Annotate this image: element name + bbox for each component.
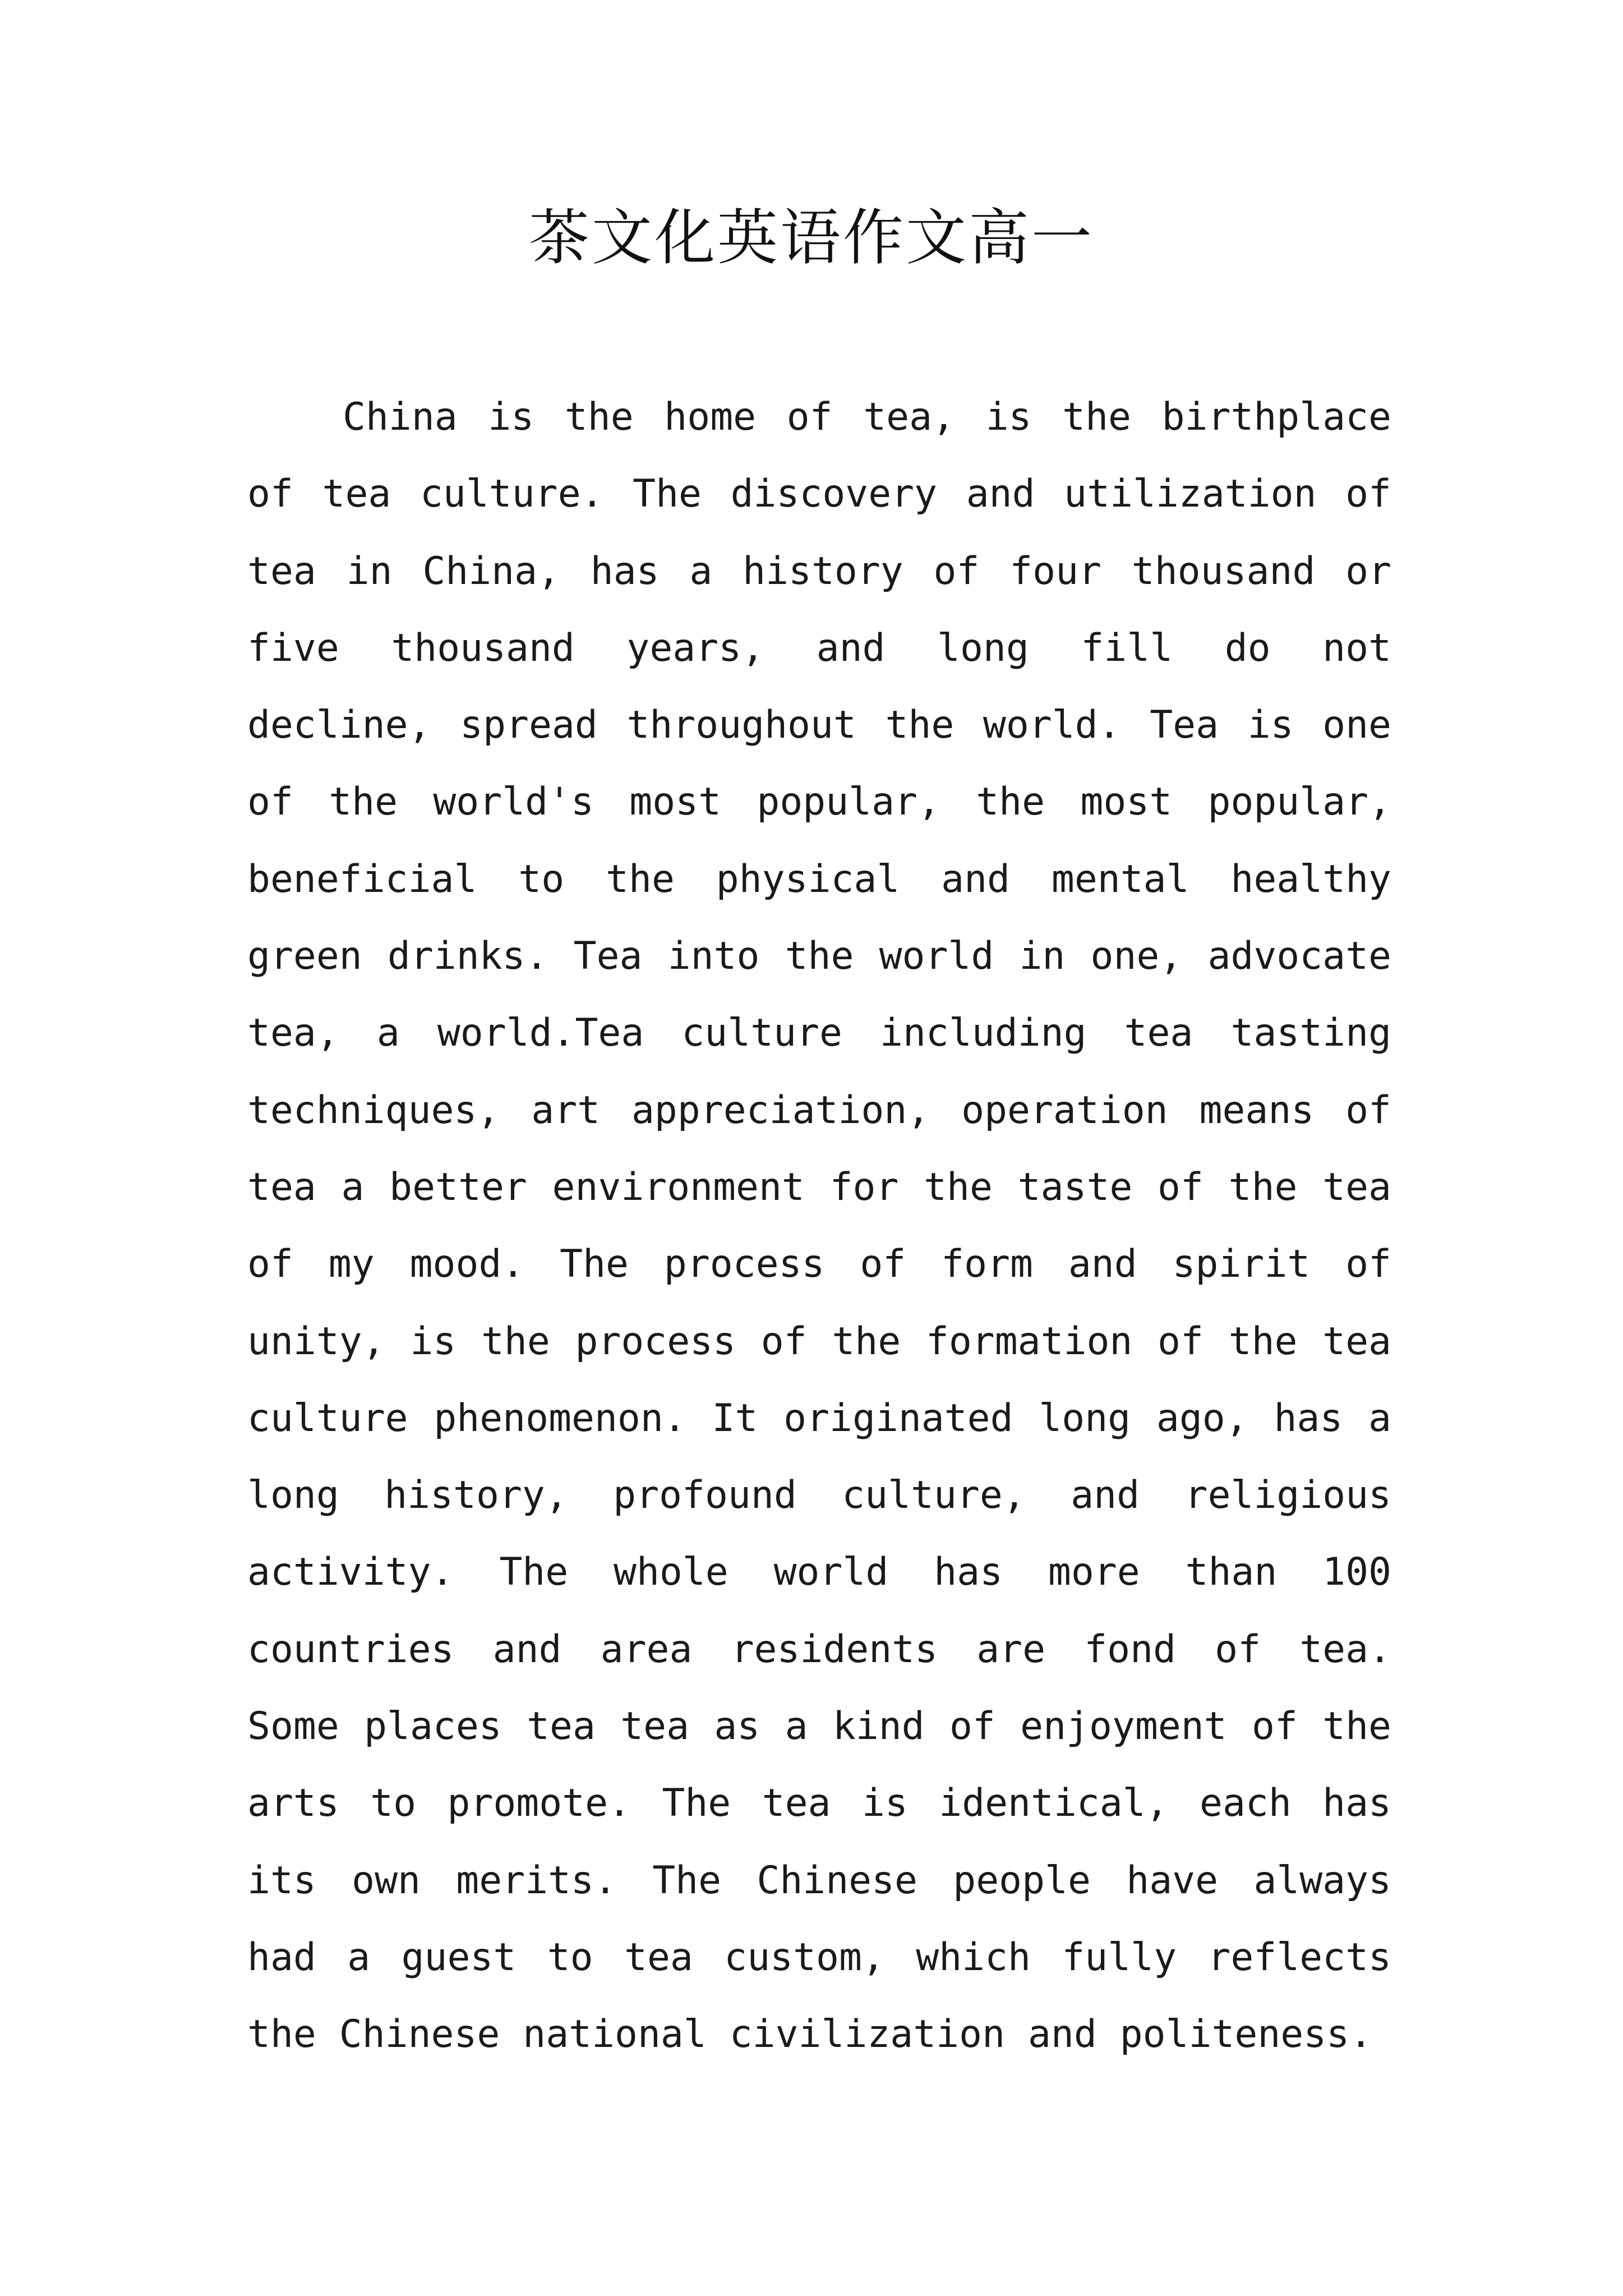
- document-title: 茶文化英语作文高一: [528, 203, 1094, 273]
- body-paragraph: China is the home of tea, is the birthplace of tea culture. The discovery and utilization of tea in China, has a history of four thousand or five thousand years, and long fill do not decline, spread throughout the world. Tea is one of the world's most popular, the most popular, beneficial to the physical and mental healthy green drinks. Tea into the world in one, advocate tea, a world.Tea culture including tea tasting techniques, art appreciation, operation means of tea a better environment for the taste of the tea of my mood. The process of form and spirit of unity, is the process of the formation of the tea culture phenomenon. It originated long ago, has a long history, profound culture, and religious activity. The whole world has more than 100 countries and area residents are fond of tea. Some places tea tea as a kind of enjoyment of the arts to promote. The tea is identical, each has its own merits. The Chinese people have always had a guest to tea custom, which fully reflects the Chinese national civilization and politeness.: [247, 395, 1391, 2057]
